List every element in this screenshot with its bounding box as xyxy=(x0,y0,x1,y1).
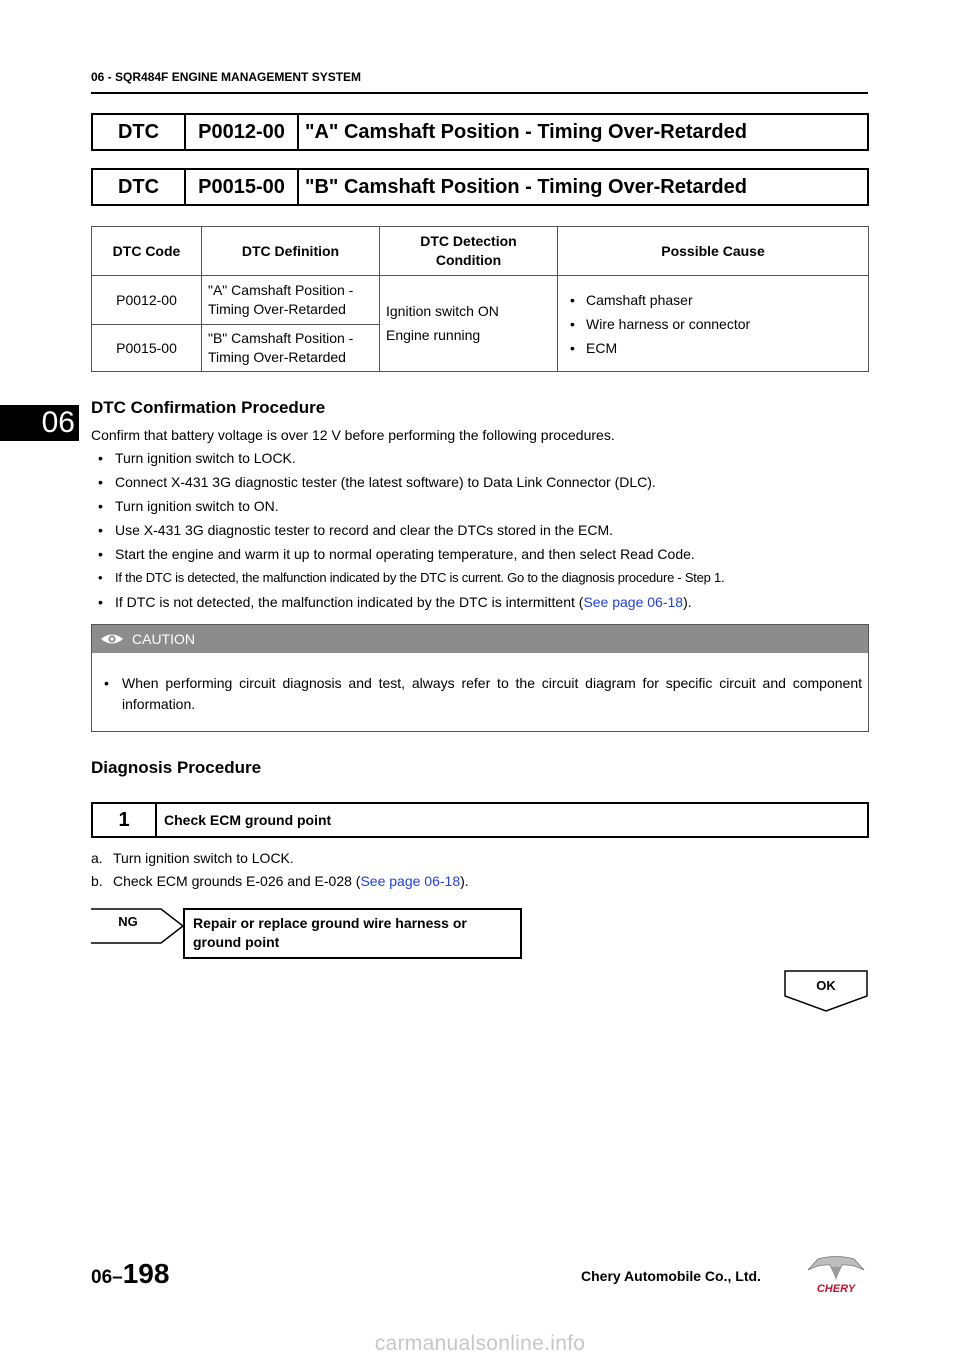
cell-possible-cause xyxy=(558,276,869,372)
list-item: • Connect X-431 3G diagnostic tester (the latest software) to Data Link Connector (DLC). xyxy=(91,473,881,497)
list-item xyxy=(91,849,469,872)
cell-dtc-code: P0015-00 xyxy=(92,325,202,372)
step-text: Check ECM grounds E-026 and E-028 ( xyxy=(113,873,361,889)
step-text: Turn ignition switch to LOCK. xyxy=(113,850,294,866)
condition-line: Engine running xyxy=(386,327,481,343)
confirmation-heading: DTC Confirmation Procedure xyxy=(91,398,326,417)
condition-line: Ignition switch ON xyxy=(386,303,499,319)
dtc-code: P0015-00 xyxy=(186,170,299,204)
list-item xyxy=(91,872,469,895)
list-item xyxy=(91,593,881,617)
step-number: 1 xyxy=(93,804,157,836)
dtc-title-bar-p0012 xyxy=(91,113,869,151)
caution-label: CAUTION xyxy=(132,631,195,647)
list-item: • If the DTC is detected, the malfunction indicated by the DTC is current. Go to the diagnosis procedure - Step 1. xyxy=(91,569,881,593)
page-count: 198 xyxy=(122,1258,170,1289)
dtc-title-bar-p0015 xyxy=(91,168,869,206)
header-divider xyxy=(91,92,868,94)
company-name: Chery Automobile Co., Ltd. xyxy=(581,1268,761,1284)
column-header-detection-condition: DTC Detection Condition xyxy=(380,227,558,276)
cell-dtc-definition: "A" Camshaft Position - Timing Over-Retarded xyxy=(202,276,380,325)
see-page-link[interactable]: See page 06-18 xyxy=(360,873,461,889)
chapter-side-tab: 06 xyxy=(0,405,79,441)
step-text: ). xyxy=(683,594,692,610)
dtc-spec-table xyxy=(91,226,869,372)
see-page-link[interactable]: See page 06-18 xyxy=(583,594,684,610)
watermark: carmanualsonline.info xyxy=(374,1332,586,1355)
caution-text: • When performing circuit diagnosis and test, always refer to the circuit diagram for specific circuit and component information. xyxy=(92,653,868,715)
list-item: • Start the engine and warm it up to normal operating temperature, and then select Read Code. xyxy=(91,545,881,569)
list-item: • Turn ignition switch to LOCK. xyxy=(91,449,881,473)
chery-logo xyxy=(804,1256,868,1296)
diagnosis-sub-steps xyxy=(91,849,469,895)
list-item: • Use X-431 3G diagnostic tester to record and clear the DTCs stored in the ECM. xyxy=(91,521,881,545)
list-item: • ECM xyxy=(570,336,868,360)
document-header-title: 06 - SQR484F ENGINE MANAGEMENT SYSTEM xyxy=(91,70,362,84)
dtc-label: DTC xyxy=(93,115,186,149)
table-header-row xyxy=(92,227,869,276)
cell-detection-condition xyxy=(380,276,558,372)
ok-label: OK xyxy=(816,978,836,993)
confirmation-steps xyxy=(91,449,881,617)
column-header-dtc-code: DTC Code xyxy=(92,227,202,276)
step-text: If DTC is not detected, the malfunction indicated by the DTC is intermittent ( xyxy=(115,594,584,610)
list-item: • Wire harness or connector xyxy=(570,312,868,336)
ng-label: NG xyxy=(118,914,138,929)
caution-header xyxy=(92,625,868,653)
step-letter: a. xyxy=(91,850,103,866)
eye-icon xyxy=(100,632,124,646)
diagnosis-heading: Diagnosis Procedure xyxy=(91,758,262,777)
logo-text: CHERY xyxy=(816,1283,856,1295)
dtc-title: "B" Camshaft Position - Timing Over-Retarded xyxy=(305,175,747,198)
column-header-dtc-definition: DTC Definition xyxy=(202,227,380,276)
list-item: • Camshaft phaser xyxy=(570,288,868,312)
dtc-code: P0012-00 xyxy=(186,115,299,149)
table-row xyxy=(92,276,869,325)
step-title: Check ECM ground point xyxy=(164,812,332,828)
confirmation-intro: Confirm that battery voltage is over 12 V before performing the following procedures. xyxy=(91,427,615,443)
page-number xyxy=(91,1258,169,1290)
column-header-possible-cause: Possible Cause xyxy=(558,227,869,276)
dtc-title: "A" Camshaft Position - Timing Over-Retarded xyxy=(305,120,747,143)
dtc-label: DTC xyxy=(93,170,186,204)
caution-box xyxy=(91,624,869,732)
page-section: 06 xyxy=(91,1267,113,1288)
list-item: • Turn ignition switch to ON. xyxy=(91,497,881,521)
page-dash: – xyxy=(112,1267,123,1288)
cell-dtc-code: P0012-00 xyxy=(92,276,202,325)
ng-action-box: Repair or replace ground wire harness or ground point xyxy=(183,908,522,959)
cause-list xyxy=(558,288,868,360)
step-text: ). xyxy=(460,873,469,889)
step-letter: b. xyxy=(91,873,103,889)
cell-dtc-definition: "B" Camshaft Position - Timing Over-Retarded xyxy=(202,325,380,372)
diagnosis-step-box xyxy=(91,802,869,838)
